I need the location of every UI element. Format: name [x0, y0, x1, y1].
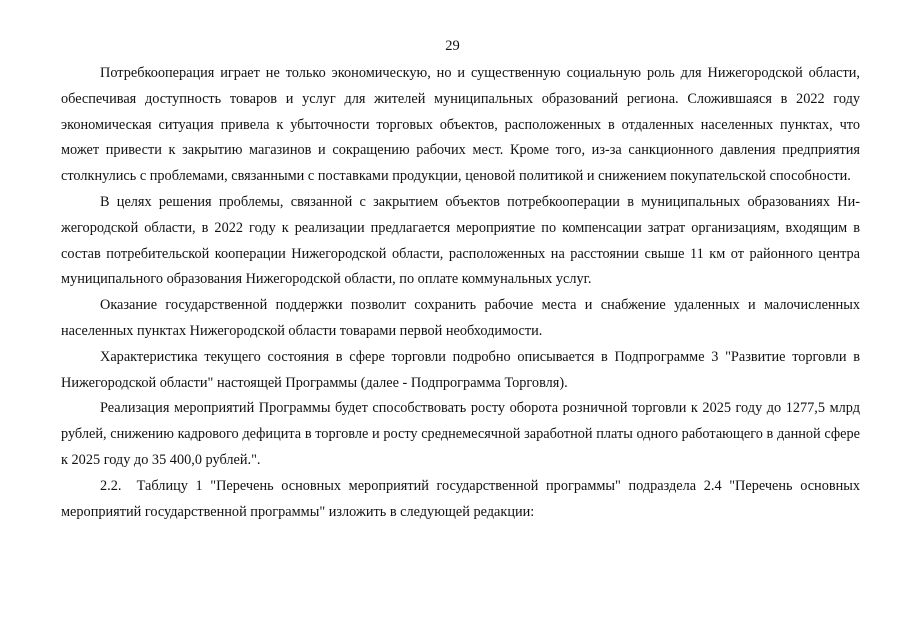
paragraph-amendment-2-2: 2.2. Таблицу 1 "Перечень основных мероприятий государственной программы" подраздела 2.4 "Перечень основных мероприятий государственной программы" изложить в следующей редакции: — [61, 477, 860, 520]
page-number: 29 — [445, 38, 460, 54]
paragraph-cost-compensation-measure: В целях решения проблемы, связанной с закрытием объектов потребкооперации в муниципальных образованиях Нижегородской области, в 2022 году к реализации предлагается мероприятие по компенсации затрат организациям, входящим в состав потребительской кооперации Нижегородской области, расположенных на расстоянии свыше 11 км от районного центра муниципального образования Нижегородской области, по оплате коммунальных услуг. — [61, 193, 860, 288]
paragraph-state-support: Оказание государственной поддержки позволит сохранить рабочие места и снабжение удаленных и малочисленных населенных пунктах Нижегородской области товарами первой необходимости. — [61, 297, 860, 339]
paragraph-trade-subprogram: Характеристика текущего состояния в сфере торговли подробно описывается в Подпрограмме 3 "Развитие торговли в Нижегородской области" настоящей Программы (далее - Подпрограмма Торговля). — [61, 348, 860, 391]
paragraph-program-outcomes: Реализация мероприятий Программы будет способствовать росту оборота розничной торговли к 2025 году до 1277,5 млрд рублей, снижению кадрового дефицита в торговле и росту среднемесячной заработной платы одного работающего в данной сфере к 2025 году до 35 400,0 рублей.". — [61, 400, 860, 468]
paragraph-consumer-cooperation-role: Потребкооперация играет не только экономическую, но и существенную социальную роль для Нижегородской области, обеспечивая доступность товаров и услуг для жителей муниципальных образований региона. Сложившаяся в 2022 году экономическая ситуация привела к убыточности торговых объектов, расположенных в отдаленных населенных пунктах, что может привести к закрытию магазинов и сокращению рабочих мест. Кроме того, из-за санкционного давления предприятия столкнулись с проблемами, связанными с поставками продукции, ценовой политикой и снижением покупательской способности. — [61, 65, 860, 185]
document-body — [61, 61, 860, 525]
